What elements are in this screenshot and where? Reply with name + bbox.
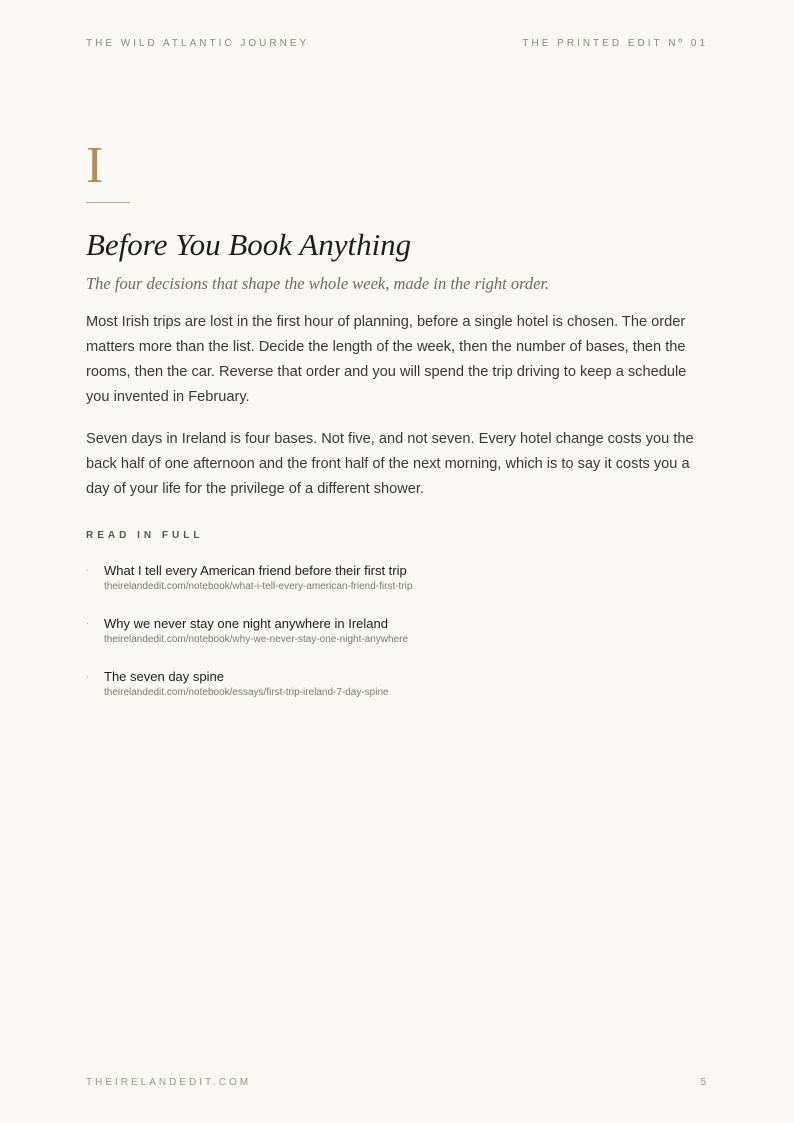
- chapter-subtitle: The four decisions that shape the whole week, made in the right order.: [86, 274, 550, 293]
- body-paragraph-2: Seven days in Ireland is four bases. Not five, and not seven. Every hotel change costs you the back half of one afternoon and the front half of the next morning, which is to say it costs you a day of your life for the privilege of a different shower.: [86, 431, 694, 497]
- reading-link-item[interactable]: [86, 615, 711, 668]
- reading-link-url[interactable]: theirelandedit.com/notebook/essays/first-trip-ireland-7-day-spine: [104, 687, 389, 698]
- header-edition: THE PRINTED EDIT Nº 01: [522, 38, 708, 49]
- chapter-numeral: I: [86, 137, 104, 194]
- read-in-full-label: READ IN FULL: [86, 530, 204, 541]
- reading-link-item[interactable]: [86, 562, 711, 615]
- page-number: 5: [700, 1077, 706, 1088]
- reading-link-item[interactable]: [86, 668, 711, 721]
- bullet-dot-icon: ·: [86, 618, 89, 628]
- reading-link-url[interactable]: theirelandedit.com/notebook/why-we-never-stay-one-night-anywhere: [104, 634, 409, 645]
- body-text: [86, 310, 711, 519]
- reading-link-title[interactable]: What I tell every American friend before their first trip: [104, 563, 407, 578]
- header-series-title: THE WILD ATLANTIC JOURNEY: [86, 38, 310, 49]
- chapter-numeral-rule: [86, 202, 130, 203]
- reading-link-title[interactable]: Why we never stay one night anywhere in Ireland: [104, 616, 388, 631]
- page-footer: [86, 1077, 706, 1088]
- running-header: [86, 38, 708, 49]
- chapter-title: Before You Book Anything: [86, 227, 412, 262]
- bullet-dot-icon: ·: [86, 565, 89, 575]
- footer-site: THEIRELANDEDIT.COM: [86, 1077, 252, 1088]
- bullet-dot-icon: ·: [86, 671, 89, 681]
- body-paragraph-1: Most Irish trips are lost in the first hour of planning, before a single hotel is chosen. The order matters more than the list. Decide the length of the week, then the number of bases, then the rooms, then the car. Reverse that order and you will spend the trip driving to keep a schedule you invented in February.: [86, 314, 687, 405]
- read-in-full-list: [86, 562, 711, 721]
- reading-link-title[interactable]: The seven day spine: [104, 669, 224, 684]
- reading-link-url[interactable]: theirelandedit.com/notebook/what-i-tell-every-american-friend-first-trip: [104, 581, 413, 592]
